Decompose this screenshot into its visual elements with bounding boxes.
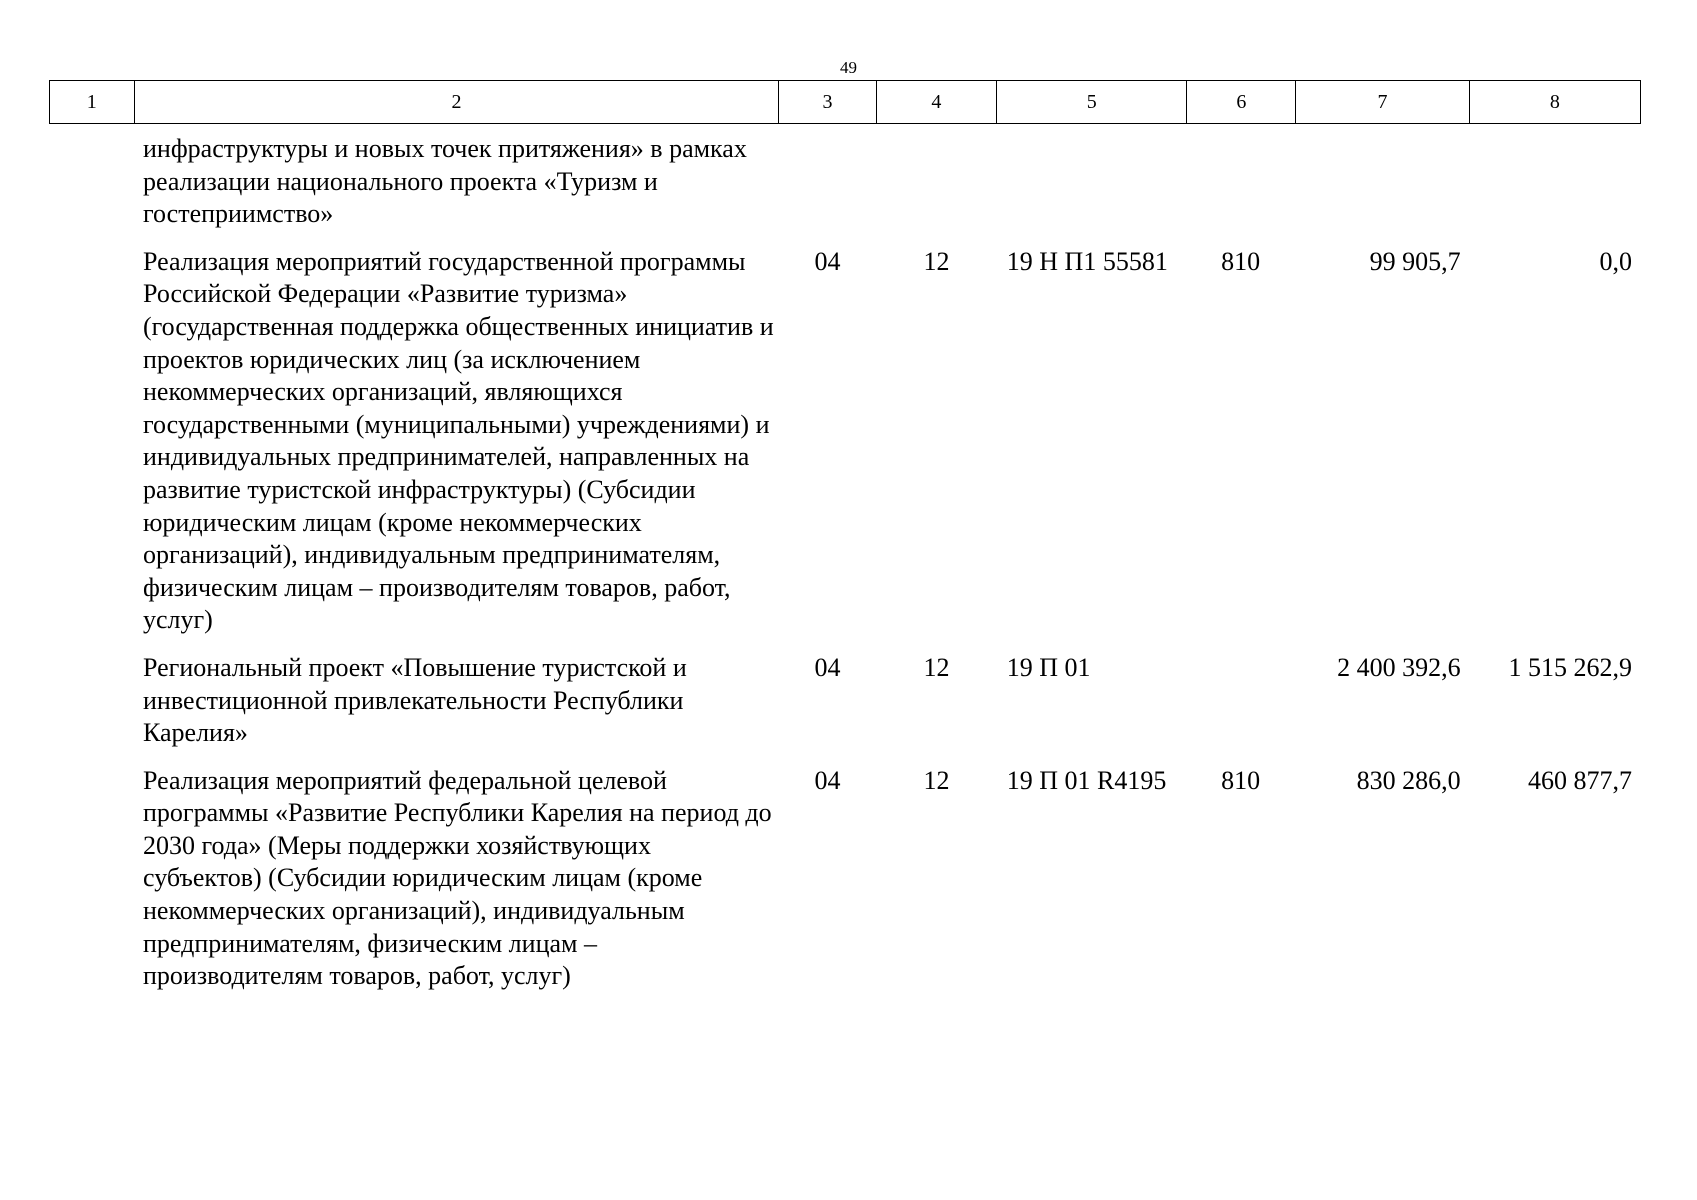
- row-amount-2: 460 877,7: [1528, 765, 1632, 795]
- row-target-article: 19 П 01 R4195: [1006, 765, 1167, 795]
- row-subsection: 12: [923, 652, 950, 682]
- row-amount-2: [1470, 133, 1641, 231]
- row-amount-1: 99 905,7: [1369, 246, 1461, 276]
- row-amount-1: 830 286,0: [1356, 765, 1461, 795]
- row-amount-2: 0,0: [1599, 246, 1632, 276]
- header-col-8: 8: [1469, 81, 1640, 124]
- row-subsection: 12: [923, 246, 950, 276]
- budget-table: [49, 133, 1641, 993]
- header-col-5: 5: [997, 81, 1187, 124]
- row-name: инфраструктуры и новых точек притяжения» в рамках реализации национального проекта «Туризм и гостеприимство»: [143, 134, 747, 229]
- row-expense-type: [1187, 133, 1296, 231]
- table-row: [49, 637, 1641, 750]
- row-name: Региональный проект «Повышение туристской и инвестиционной привлекательности Республики Карелия»: [143, 652, 687, 748]
- row-section: [779, 133, 876, 231]
- row-amount-1: [1296, 133, 1469, 231]
- table-row: [49, 133, 1641, 231]
- row-section: 04: [814, 246, 841, 276]
- header-col-7: 7: [1296, 81, 1469, 124]
- header-col-3: 3: [779, 81, 876, 124]
- row-target-article: [997, 133, 1187, 231]
- row-target-article: 19 П 01: [1006, 652, 1091, 682]
- row-amount-2: 1 515 262,9: [1508, 652, 1632, 682]
- row-section: 04: [814, 765, 841, 795]
- row-name: Реализация мероприятий государственной программы Российской Федерации «Развитие туризма» (государственная поддержка общественных инициатив и проектов юридических лиц (за исключением некоммерческих организаций, являющихся государственными (муниципальными) учреждениями) и индивидуальных предпринимателей, направленных на развитие туристской инфраструктуры) (Субсидии юридическим лицам (кроме некоммерческих организаций), индивидуальным предпринимателям, физическим лицам – производителям товаров, работ, услуг): [143, 246, 774, 635]
- row-section: 04: [814, 652, 841, 682]
- row-target-article: 19 Н П1 55581: [1006, 246, 1168, 276]
- row-name: Реализация мероприятий федеральной целевой программы «Развитие Республики Карелия на период до 2030 года» (Меры поддержки хозяйствующих субъектов) (Субсидии юридическим лицам (кроме некоммерческих организаций), индивидуальным предпринимателям, физическим лицам – производителям товаров, работ, услуг): [143, 765, 772, 991]
- table-row: [49, 750, 1641, 993]
- header-col-2: 2: [134, 81, 779, 124]
- row-subsection: 12: [923, 765, 950, 795]
- row-expense-type: 810: [1221, 765, 1261, 795]
- row-subsection: [876, 133, 997, 231]
- header-col-6: 6: [1187, 81, 1296, 124]
- column-number-header: [49, 80, 1641, 124]
- page-number: 49: [840, 58, 857, 77]
- row-amount-1: 2 400 392,6: [1337, 652, 1461, 682]
- row-expense-type: [1187, 637, 1296, 750]
- table-row: [49, 231, 1641, 637]
- row-expense-type: 810: [1221, 246, 1261, 276]
- header-col-1: 1: [50, 81, 135, 124]
- header-col-4: 4: [876, 81, 997, 124]
